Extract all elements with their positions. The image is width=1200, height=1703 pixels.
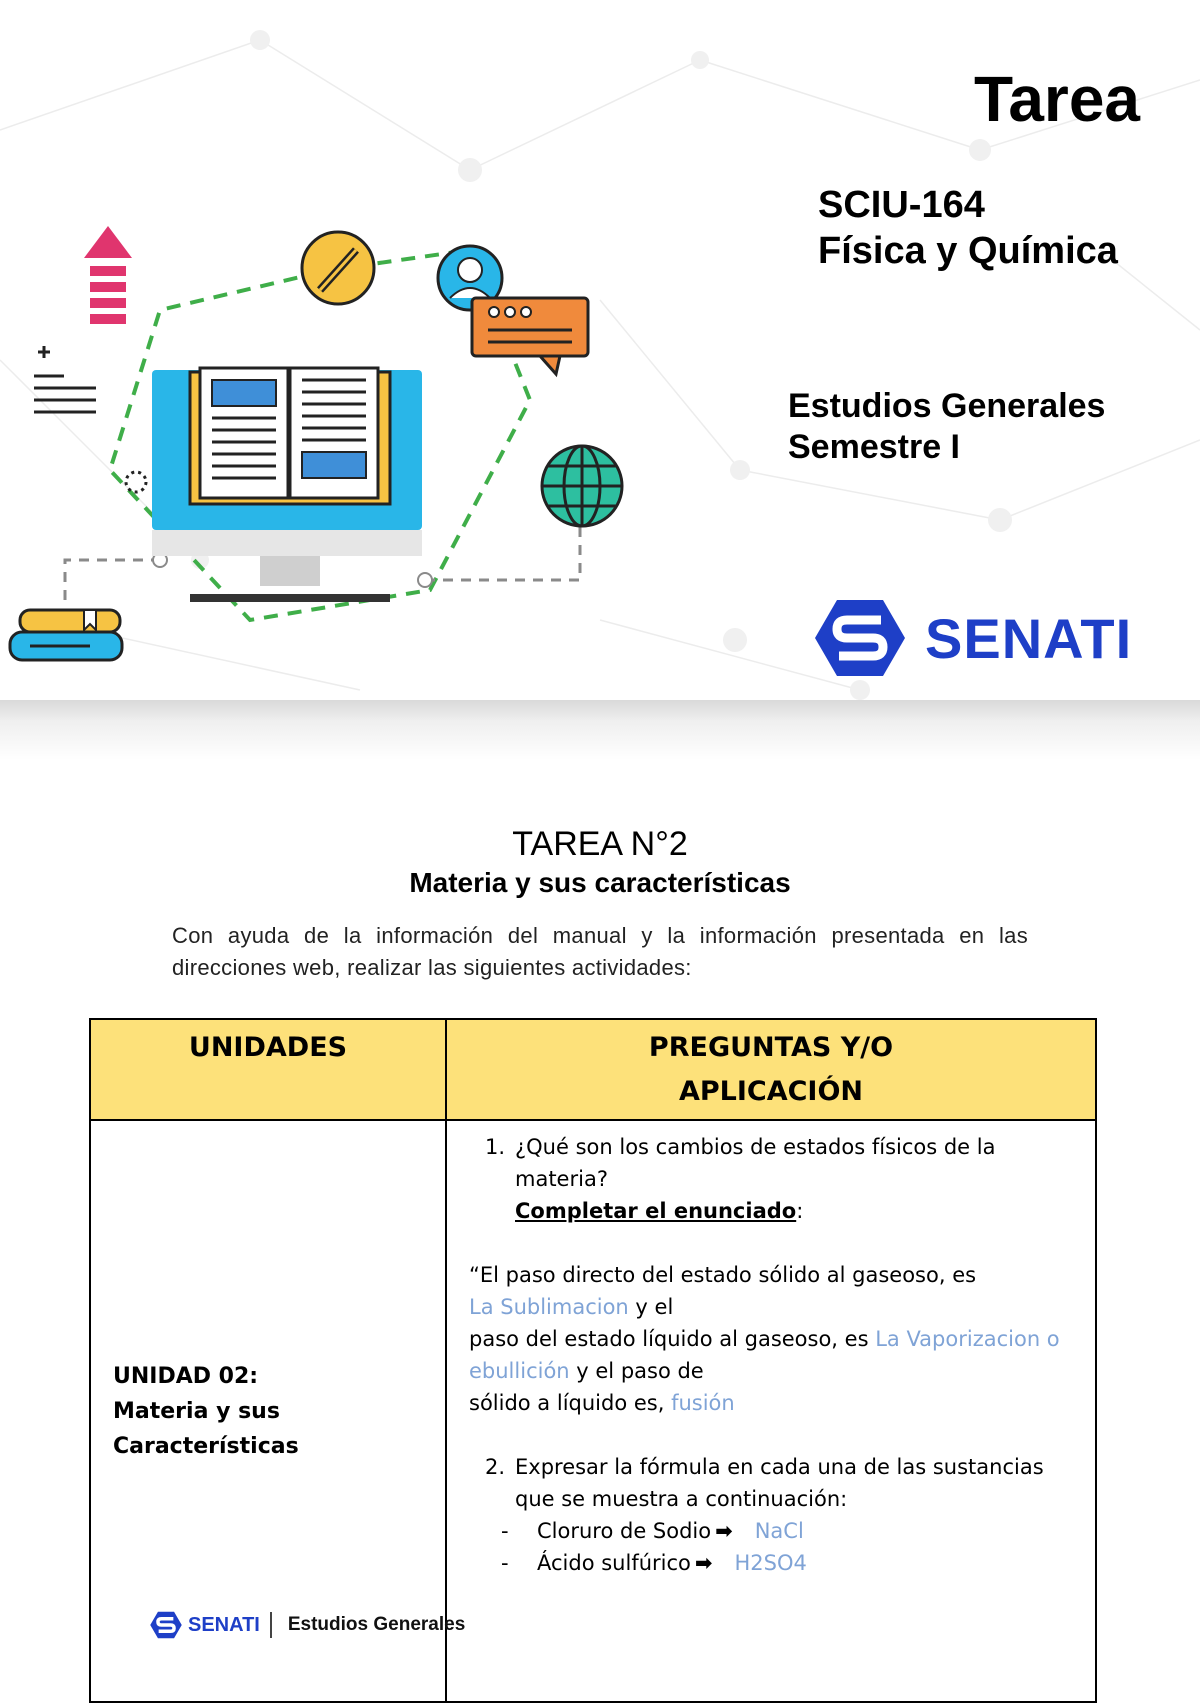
answer-fusion: fusión xyxy=(671,1391,735,1415)
footer-label: Estudios Generales xyxy=(287,1614,466,1635)
unit-title-line1: Materia y sus xyxy=(113,1398,280,1424)
semester-label: Semestre I xyxy=(788,428,960,466)
senati-logo-icon xyxy=(815,598,905,678)
cover-shadow xyxy=(0,700,1200,760)
instruction-label: Completar el enunciado xyxy=(515,1199,797,1223)
formula-answer: NaCl xyxy=(754,1519,804,1543)
answer-sublimation: La Sublimacion xyxy=(469,1295,629,1319)
header-questions: PREGUNTAS Y/O APLICACIÓN xyxy=(446,1019,1096,1120)
unit-title-line2: Características xyxy=(113,1433,299,1459)
senati-logo-text: SENATI xyxy=(925,606,1133,670)
task-instructions: Con ayuda de la información del manual y la información presentada en las direcciones web, realizar las siguientes actividades: xyxy=(172,923,1028,980)
answer-vaporization: La Vaporizacion o xyxy=(875,1327,1060,1351)
upload-arrow-icon xyxy=(84,226,132,324)
footer-divider xyxy=(270,1612,272,1638)
table-header-row xyxy=(90,1019,1096,1120)
open-book-monitor-icon xyxy=(152,368,422,602)
arrow-icon: ➡ xyxy=(694,1551,713,1575)
unit-number: UNIDAD 02: xyxy=(113,1363,259,1389)
questions-cell xyxy=(446,1120,1096,1702)
statement: “El paso directo del estado sólido al gaseoso, es La Sublimacion y el paso del estado líquido al gaseoso, es La Vaporizacion o ebullición y el paso de sólido a líquido es, fusión xyxy=(469,1263,1060,1415)
pen-icon xyxy=(302,232,374,304)
formula-answer: H2SO4 xyxy=(734,1551,807,1575)
course-name: Física y Química xyxy=(818,230,1118,272)
substance-item: - Cloruro de Sodio ➡ NaCl xyxy=(469,1515,1081,1547)
question-2: 2. Expresar la fórmula en cada una de las sustancias que se muestra a continuación: xyxy=(484,1455,1044,1511)
senati-logo xyxy=(815,593,1132,683)
substance-item: - Ácido sulfúrico ➡ H2SO4 xyxy=(469,1547,1081,1579)
course-code: SCIU-164 xyxy=(818,184,985,226)
books-icon xyxy=(10,610,122,660)
page-footer xyxy=(150,1607,465,1643)
task-title: TAREA N°2 xyxy=(512,825,688,863)
arrow-icon: ➡ xyxy=(715,1519,733,1543)
task-subtitle: Materia y sus características xyxy=(409,867,791,898)
chat-bubble-icon xyxy=(472,298,588,374)
senati-footer-logo-icon xyxy=(150,1611,182,1639)
document-type: Tarea xyxy=(973,63,1140,135)
globe-icon xyxy=(542,446,622,526)
cover-section xyxy=(0,0,1200,760)
question-1: 1. ¿Qué son los cambios de estados físicos de la materia? Completar el enunciado: xyxy=(484,1135,996,1223)
footer-logo-text: SENATI xyxy=(188,1613,260,1636)
program-name: Estudios Generales xyxy=(788,387,1106,425)
answer-boiling: ebullición xyxy=(469,1359,570,1383)
text-lines-icon xyxy=(34,346,96,412)
activities-table xyxy=(89,1018,1097,1703)
header-units: UNIDADES xyxy=(90,1019,446,1120)
